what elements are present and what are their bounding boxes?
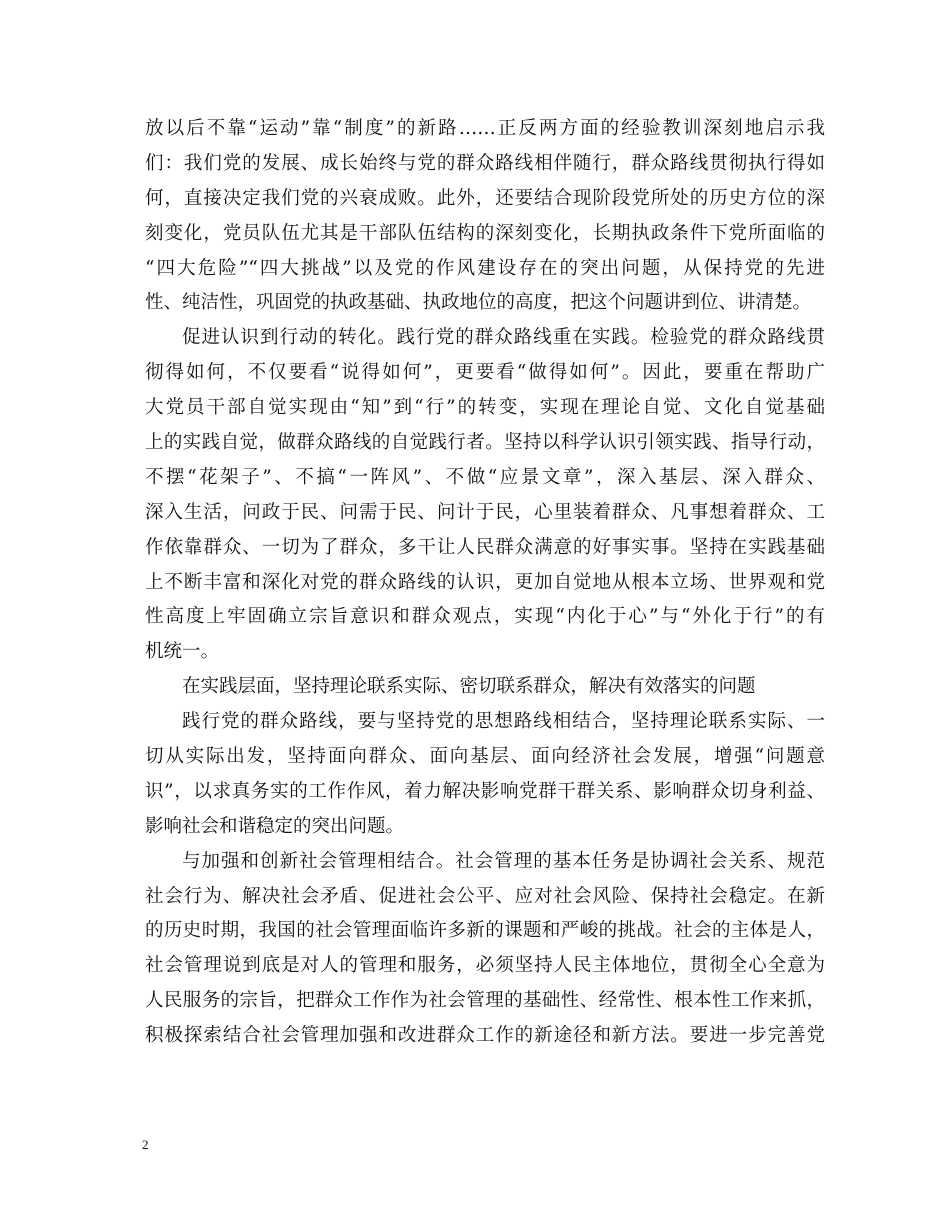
paragraph-first-line: 与加强和创新社会管理相结合。社会管理的基本任务是协调社会关系、规范 (182, 850, 825, 872)
text-line: 大党员干部自觉实现由“知”到“行”的转变，实现在理论自觉、文化自觉基础 (145, 397, 825, 419)
text-line: 社会管理说到底是对人的管理和服务，必须坚持人民主体地位，贯彻全心全意为 (145, 955, 825, 977)
text-line: “四大危险”“四大挑战”以及党的作风建设存在的突出问题，从保持党的先进 (145, 257, 825, 279)
text-line: 作依靠群众、一切为了群众，多干让人民群众满意的好事实事。坚持在实践基础 (145, 536, 825, 558)
text-line: 识”，以求真务实的工作作风，着力解决影响党群干群关系、影响群众切身利益、 (145, 780, 825, 802)
text-line: 彻得如何，不仅要看“说得如何”，更要看“做得如何”。因此，要重在帮助广 (145, 362, 825, 384)
text-line: 何，直接决定我们党的兴衰成败。此外，还要结合现阶段党所处的历史方位的深 (145, 187, 825, 209)
text-line: 深入生活，问政于民、问需于民、问计于民，心里装着群众、凡事想着群众、工 (145, 501, 825, 523)
text-line: 影响社会和谐稳定的突出问题。 (145, 815, 405, 837)
text-line: 们：我们党的发展、成长始终与党的群众路线相伴随行，群众路线贯彻执行得如 (145, 152, 825, 174)
text-line: 不摆“花架子”、不搞“一阵风”、不做“应景文章”，深入基层、深入群众、 (145, 466, 825, 488)
text-line: 放以后不靠“运动”靠“制度”的新路……正反两方面的经验教训深刻地启示我 (145, 118, 825, 139)
text-line: 切从实际出发，坚持面向群众、面向基层、面向经济社会发展，增强“问题意 (145, 746, 825, 768)
text-line: 上的实践自觉，做群众路线的自觉践行者。坚持以科学认识引领实践、指导行动， (145, 432, 825, 454)
page-number: 2 (142, 1137, 149, 1152)
section-heading: 在实践层面，坚持理论联系实际、密切联系群众，解决有效落实的问题 (182, 676, 756, 698)
text-line: 积极探索结合社会管理加强和改进群众工作的新途径和新方法。要进一步完善党 (145, 1025, 825, 1047)
text-line: 人民服务的宗旨，把群众工作作为社会管理的基础性、经常性、根本性工作来抓， (145, 990, 825, 1012)
paragraph-first-line: 践行党的群众路线，要与坚持党的思想路线相结合，坚持理论联系实际、一 (182, 711, 825, 733)
document-body (145, 112, 825, 1054)
text-line: 性、纯洁性，巩固党的执政基础、执政地位的高度，把这个问题讲到位、讲清楚。 (145, 292, 812, 314)
paragraph-first-line: 促进认识到行动的转化。践行党的群众路线重在实践。检验党的群众路线贯 (182, 327, 825, 349)
text-line: 的历史时期，我国的社会管理面临许多新的课题和严峻的挑战。社会的主体是人， (145, 920, 825, 942)
text-line: 机统一。 (145, 641, 220, 663)
text-line: 刻变化，党员队伍尤其是干部队伍结构的深刻变化，长期执政条件下党所面临的 (145, 222, 825, 244)
text-line: 社会行为、解决社会矛盾、促进社会公平、应对社会风险、保持社会稳定。在新 (145, 885, 825, 907)
text-line: 性高度上牢固确立宗旨意识和群众观点，实现“内化于心”与“外化于行”的有 (145, 606, 825, 628)
text-line: 上不断丰富和深化对党的群众路线的认识，更加自觉地从根本立场、世界观和党 (145, 571, 825, 593)
